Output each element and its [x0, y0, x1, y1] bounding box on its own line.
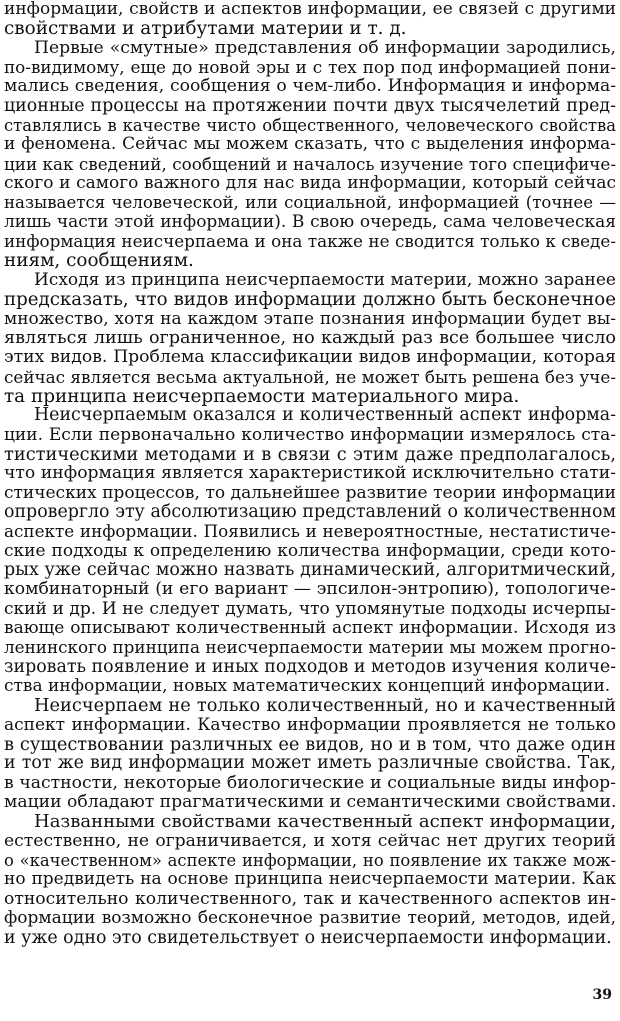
- text-line: формации возможно бесконечное развитие теорий, методов, идей,: [4, 908, 616, 929]
- text-line: в частности, некоторые биологические и социальные виды инфор-: [4, 772, 616, 793]
- text-line: о «качественном» аспекте информации, но появление их также мож-: [4, 851, 616, 871]
- paragraph: [4, 0, 616, 39]
- text-line: в существовании различных ее видов, но и в том, что даже один: [4, 734, 616, 756]
- text-line: тистическими методами и в связи с этим даже предполагалось,: [4, 443, 616, 465]
- text-line: Первые «смутные» представления об информации зародились,: [34, 37, 616, 58]
- text-line: ства информации, новых математических концепций информации.: [4, 676, 611, 697]
- text-line: лишь части этой информации). В свою очередь, сама человеческая: [4, 211, 616, 232]
- text-line: Названными свойствами качественный аспект информации,: [34, 811, 616, 833]
- text-line: Неисчерпаем не только количественный, но и качественный: [34, 695, 616, 717]
- text-line: но предвидеть на основе принципа неисчерпаемости материи. Как: [4, 869, 616, 890]
- text-line: сейчас является весьма актуальной, не может быть решена без уче-: [4, 366, 616, 387]
- text-body: [4, 0, 616, 948]
- text-line: вающе описывают количественный аспект информации. Исходя из: [4, 618, 616, 638]
- paragraph: [4, 39, 616, 271]
- text-line: и уже одно это свидетельствует о неисчерпаемости информации.: [4, 927, 612, 948]
- text-line: мались сведения, сообщения о чем-либо. Информация и информа-: [4, 76, 616, 97]
- text-line: предсказать, что видов информации должно быть бесконечное: [4, 289, 616, 311]
- book-page: [4, 0, 616, 1021]
- text-line: ставлялись в качестве чисто общественного, человеческого свойства: [4, 116, 616, 136]
- text-line: ского и самого важного для нас вида информации, который сейчас: [4, 173, 616, 194]
- text-line: зировать появление и иных подходов и методов изучения количе-: [4, 656, 616, 677]
- paragraph: [4, 696, 616, 812]
- text-line: ционные процессы на протяжении почти двух тысячелетий пред-: [4, 95, 616, 116]
- paragraph: [4, 406, 616, 696]
- text-line: естественно, не ограничивается, и хотя сейчас нет других теорий: [4, 830, 616, 851]
- text-line: ленинского принципа неисчерпаемости материи мы можем прогно-: [4, 637, 616, 658]
- text-line: мации обладают прагматическими и семантическими свойствами.: [4, 792, 617, 813]
- text-line: аспекте информации. Появились и невероятностные, нестатистиче-: [4, 521, 616, 542]
- text-line: множество, хотя на каждом этапе познания информации будет вы-: [4, 308, 616, 329]
- text-line: Исходя из принципа неисчерпаемости материи, можно заранее: [34, 269, 616, 290]
- text-line: и тот же вид информации может иметь различные свойства. Так,: [4, 753, 616, 774]
- text-line: ции. Если первоначально количество информации измерялось ста-: [4, 424, 616, 445]
- text-line: ции как сведений, сообщений и началось изучение того специфиче-: [4, 153, 616, 174]
- paragraph: [4, 271, 616, 406]
- page-number: 39: [592, 987, 612, 1003]
- text-line: ский и др. И не следует думать, что упомянутые подходы исчерпы-: [4, 598, 616, 619]
- text-line: Неисчерпаемым оказался и количественный аспект информа-: [34, 405, 616, 426]
- text-line: и феномена. Сейчас мы можем сказать, что с выделения информа-: [4, 134, 616, 155]
- text-line: комбинаторный (и его вариант — эпсилон-энтропию), топологиче-: [4, 579, 616, 600]
- text-line: аспект информации. Качество информации проявляется не только: [4, 714, 616, 735]
- text-line: относительно количественного, так и качественного аспектов ин-: [4, 888, 616, 909]
- text-line: являться лишь ограниченное, но каждый раз все большее число: [4, 327, 616, 348]
- text-line: информации, свойств и аспектов информации, ее связей с другими: [4, 0, 616, 19]
- text-line: та принципа неисчерпаемости материального мира.: [4, 385, 520, 407]
- text-line: что информация является характеристикой исключительно стати-: [4, 463, 616, 484]
- paragraph: [4, 812, 616, 947]
- text-line: ские подходы к определению количества информации, среди кото-: [4, 540, 616, 561]
- text-line: называется человеческой, или социальной, информацией (точнее —: [4, 193, 616, 213]
- text-line: информация неисчерпаема и она также не сводится только к сведе-: [4, 231, 616, 252]
- text-line: опровергло эту абсолютизацию представлений о количественном: [4, 501, 616, 522]
- text-line: свойствами и атрибутами материи и т. д.: [4, 18, 407, 40]
- text-line: рых уже сейчас можно назвать динамический, алгоритмический,: [4, 559, 616, 580]
- text-line: по-видимому, еще до новой эры и с тех пор под информацией пони-: [4, 57, 616, 78]
- text-line: стических процессов, то дальнейшее развитие теории информации: [4, 482, 616, 503]
- text-line: этих видов. Проблема классификации видов информации, которая: [4, 347, 616, 368]
- text-line: ниям, сообщениям.: [4, 250, 194, 272]
